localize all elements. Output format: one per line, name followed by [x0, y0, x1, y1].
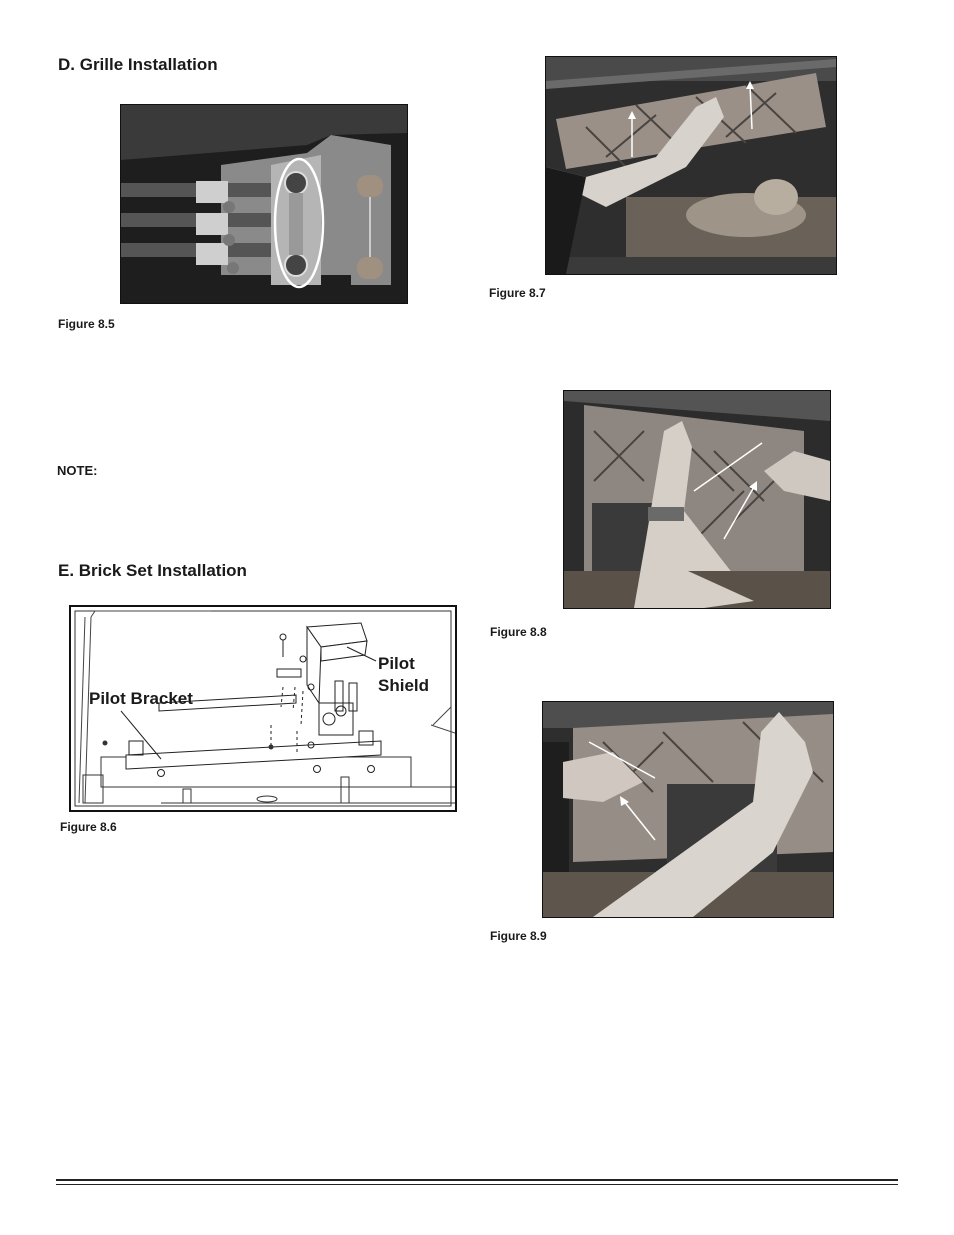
figure-8-7-caption: Figure 8.7 — [489, 286, 546, 300]
note-label: NOTE: — [57, 463, 98, 478]
pilot-shield-label-line2: Shield — [378, 676, 430, 695]
section-heading-brick: E. Brick Set Installation — [58, 561, 247, 580]
figure-8-9-caption: Figure 8.9 — [490, 929, 547, 943]
pilot-shield-label-line1: Pilot — [378, 654, 415, 673]
figure-8-8-photo — [563, 390, 831, 609]
figure-8-5-caption: Figure 8.5 — [58, 317, 115, 331]
figure-8-5-photo — [120, 104, 408, 304]
section-heading-grille: D. Grille Installation — [58, 55, 218, 74]
figure-8-6-diagram — [69, 605, 457, 812]
figure-8-9-photo — [542, 701, 834, 918]
footer-rule-thin — [56, 1184, 898, 1185]
figure-8-7-photo — [545, 56, 837, 275]
footer-rule-thick — [56, 1179, 898, 1181]
figure-8-6-caption: Figure 8.6 — [60, 820, 117, 834]
figure-8-8-caption: Figure 8.8 — [490, 625, 547, 639]
pilot-bracket-label: Pilot Bracket — [89, 689, 193, 708]
